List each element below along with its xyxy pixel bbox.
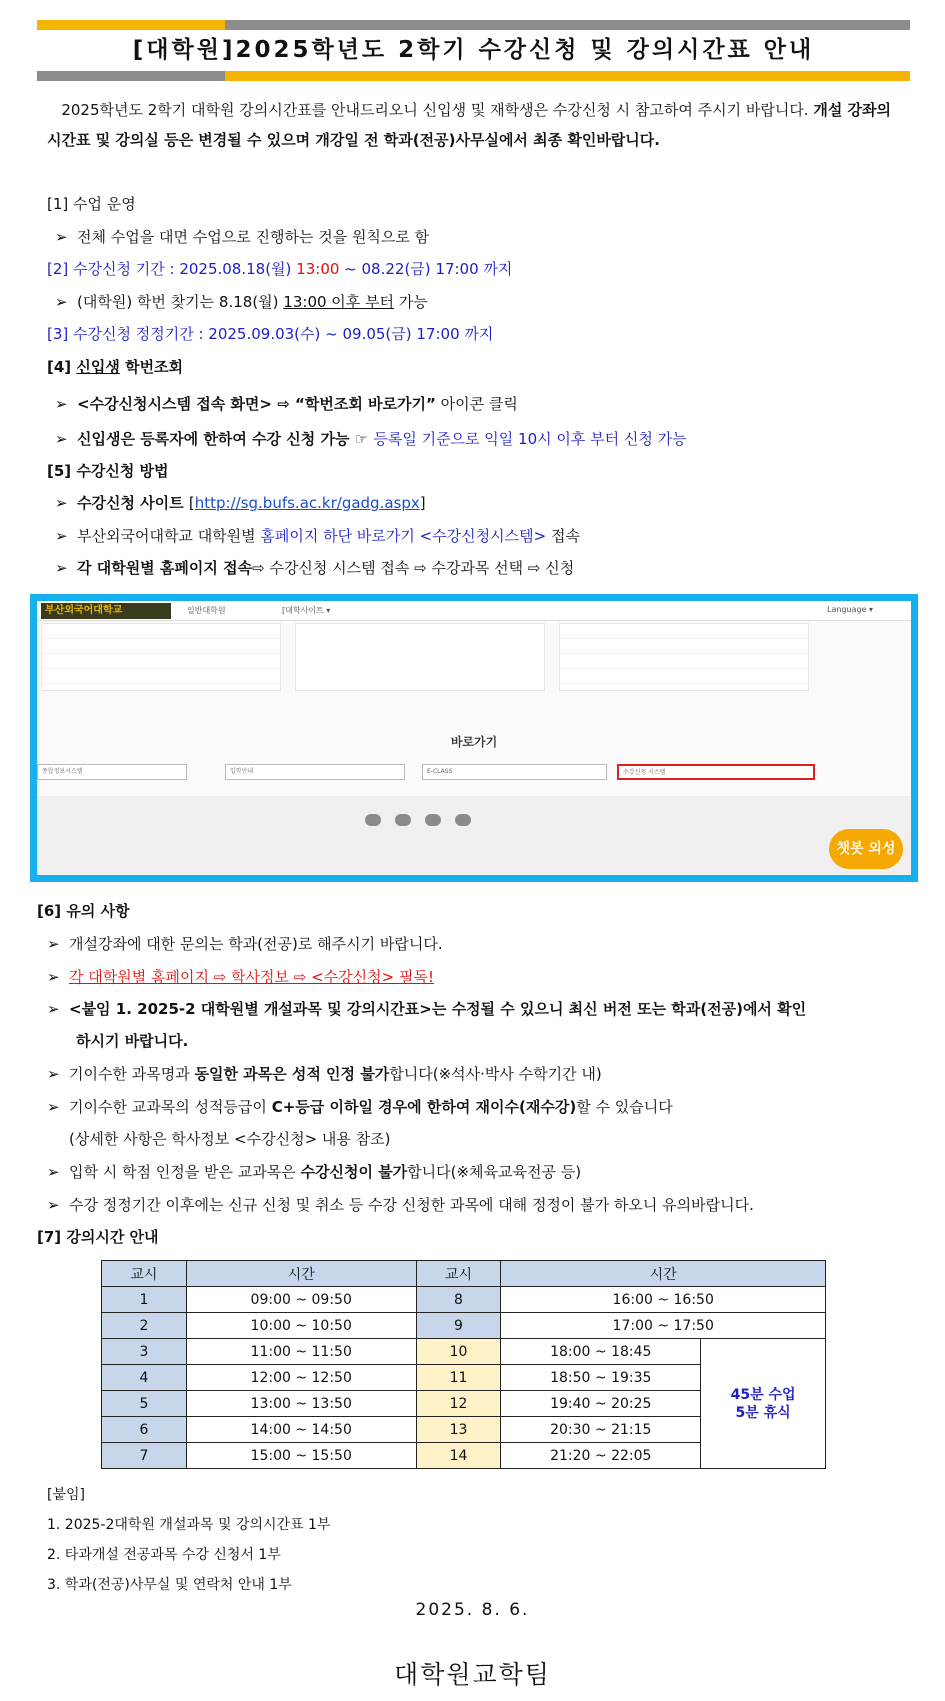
period-cell: 4	[102, 1365, 187, 1391]
time-cell: 18:50 ~ 19:35	[501, 1365, 701, 1391]
quick-link-1: 종합정보시스템	[37, 764, 187, 780]
time-cell: 10:00 ~ 10:50	[186, 1313, 416, 1339]
s6-item2	[47, 966, 915, 988]
s5-item1	[55, 492, 915, 514]
period-cell: 6	[102, 1417, 187, 1443]
col-period: 교시	[416, 1261, 501, 1287]
s6-item7-text: 수강 정정기간 이후에는 신규 신청 및 취소 등 수강 신청한 과목에 대해 정정이 불가 하오니 유의바랍니다.	[69, 1196, 754, 1214]
period-cell: 13	[416, 1417, 501, 1443]
screenshot-topbar	[37, 601, 911, 621]
s5-item3-bold: 각 대학원별 홈페이지 접속	[77, 559, 253, 577]
homepage-screenshot	[30, 594, 918, 882]
social-icon	[365, 814, 381, 826]
quick-link-3: E-CLASS	[422, 764, 607, 780]
s5-item2	[55, 525, 915, 547]
s6-item4-b: 합니다(※석사·박사 수학기간 내)	[389, 1065, 602, 1083]
title-bar-top	[37, 20, 910, 30]
screenshot-panel-right	[559, 623, 809, 691]
period-cell: 2	[102, 1313, 187, 1339]
chatbot-badge: 챗봇 외성	[829, 829, 903, 869]
time-cell: 20:30 ~ 21:15	[501, 1417, 701, 1443]
page-title: [대학원]2025학년도 2학기 수강신청 및 강의시간표 안내	[132, 37, 815, 63]
s5-bracket-open: [	[188, 494, 195, 512]
s6-item6-a: 입학 시 학점 인정을 받은 교과목은	[69, 1163, 301, 1181]
s7-heading: [7] 강의시간 안내	[37, 1228, 159, 1246]
s2-item-a: (대학원) 학번 찾기는 8.18(월)	[77, 293, 284, 311]
s6-item6-bold: 수강신청이 불가	[300, 1163, 408, 1181]
s5-item2-a: 부산외국어대학교 대학원별	[77, 527, 261, 545]
table-row	[102, 1313, 826, 1339]
arrow-icon: ➢	[47, 1098, 60, 1116]
s4-item1-rest: 아이콘 클릭	[435, 395, 518, 413]
time-cell: 16:00 ~ 16:50	[501, 1287, 826, 1313]
period-cell: 9	[416, 1313, 501, 1339]
screenshot-nav-2: [대학사이트 ▾	[282, 606, 331, 615]
attachment-item: 3. 학과(전공)사무실 및 연락처 안내 1부	[47, 1577, 292, 1593]
s1-heading: [1] 수업 운영	[47, 195, 136, 213]
col-time: 시간	[186, 1261, 416, 1287]
time-cell: 09:00 ~ 09:50	[186, 1287, 416, 1313]
s2-item-underlined: 13:00 이후 부터	[283, 293, 395, 311]
screenshot-nav-1: 일반대학원	[187, 606, 226, 615]
arrow-icon: ➢	[47, 968, 60, 986]
s5-item1-bold: 수강신청 사이트	[77, 494, 189, 512]
s6-item5-note: (상세한 사항은 학사정보 <수강신청> 내용 참조)	[69, 1130, 391, 1148]
period-cell: 1	[102, 1287, 187, 1313]
period-cell: 3	[102, 1339, 187, 1365]
note-line-1: 45분 수업	[730, 1386, 796, 1403]
attachments-heading: [붙임]	[47, 1487, 85, 1503]
s5-item2-blue: 홈페이지 하단 바로가기 <수강신청시스템>	[260, 527, 547, 545]
table-row	[102, 1287, 826, 1313]
s5-bracket-close: ]	[419, 494, 426, 512]
s6-item1-text: 개설강좌에 대한 문의는 학과(전공)로 해주시기 바랍니다.	[69, 935, 443, 953]
s6-item4-a: 기이수한 과목명과	[69, 1065, 195, 1083]
s6-item5-b: 할 수 있습니다	[576, 1098, 673, 1116]
s4-item1-bold: <수강신청시스템 접속 화면> ⇨ “학번조회 바로가기”	[77, 395, 436, 413]
table-header-row	[102, 1261, 826, 1287]
arrow-icon: ➢	[55, 494, 68, 512]
quick-link-2: 입학안내	[225, 764, 405, 780]
s2-heading-red: 13:00	[296, 260, 340, 278]
period-cell: 5	[102, 1391, 187, 1417]
period-cell: 7	[102, 1443, 187, 1469]
time-cell: 19:40 ~ 20:25	[501, 1391, 701, 1417]
s4-item2-blue: 등록일 기준으로 익일 10시 이후 부터 신청 가능	[373, 430, 687, 448]
period-cell: 11	[416, 1365, 501, 1391]
time-cell: 14:00 ~ 14:50	[186, 1417, 416, 1443]
attachment-item: 2. 타과개설 전공과목 수강 신청서 1부	[47, 1547, 281, 1563]
intro-paragraph	[47, 95, 907, 155]
screenshot-panel-center	[295, 623, 545, 691]
period-cell: 12	[416, 1391, 501, 1417]
issuer-signature: 대학원교학팀	[394, 1660, 551, 1689]
s2-item-b: 가능	[394, 293, 428, 311]
arrow-icon: ➢	[47, 1196, 60, 1214]
screenshot-language: Language ▾	[827, 605, 874, 614]
s4-heading-b: 학번조회	[119, 358, 184, 376]
university-logo: 부산외국어대학교	[41, 603, 171, 619]
s6-item3-line2: 하시기 바랍니다.	[76, 1032, 189, 1050]
time-cell: 17:00 ~ 17:50	[501, 1313, 826, 1339]
arrow-icon: ➢	[55, 430, 68, 448]
arrow-icon: ➢	[47, 1163, 60, 1181]
s6-item5-bold: C+등급 이하일 경우에 한하여 재이수(재수강)	[271, 1098, 577, 1116]
arrow-icon: ➢	[55, 293, 68, 311]
period-cell: 8	[416, 1287, 501, 1313]
s2-heading	[47, 258, 915, 280]
s4-heading-underlined: 신입생	[76, 358, 120, 376]
time-cell: 12:00 ~ 12:50	[186, 1365, 416, 1391]
s1-item	[55, 226, 915, 248]
arrow-icon: ➢	[47, 935, 60, 953]
table-row	[102, 1339, 826, 1365]
s6-item7	[47, 1194, 915, 1216]
course-registration-link[interactable]: http://sg.bufs.ac.kr/gadg.aspx	[194, 494, 420, 512]
s5-item3	[55, 557, 915, 579]
s2-heading-a: [2] 수강신청 기간 : 2025.08.18(월)	[47, 260, 297, 278]
s6-item3-line1: <붙임 1. 2025-2 대학원별 개설과목 및 강의시간표>는 수정될 수 있으니 최신 버전 또는 학과(전공)에서 확인	[69, 1000, 807, 1018]
intro-normal: 2025학년도 2학기 대학원 강의시간표를 안내드리오니 신입생 및 재학생은 수강신청 시 참고하여 주시기 바랍니다.	[61, 101, 814, 119]
social-icon	[425, 814, 441, 826]
s6-item4	[47, 1063, 915, 1085]
document-date: 2025. 8. 6.	[415, 1600, 530, 1620]
s4-item2-bold: 신입생은 등록자에 한하여 수강 신청 가능 ☞	[77, 430, 374, 448]
arrow-icon: ➢	[55, 228, 68, 246]
arrow-icon: ➢	[55, 395, 68, 413]
s6-item6	[47, 1161, 915, 1183]
s4-heading	[47, 356, 915, 378]
s5-heading: [5] 수강신청 방법	[47, 462, 169, 480]
s6-item4-bold: 동일한 과목은 성적 인정 불가	[194, 1065, 390, 1083]
quick-link-course-registration: 수강신청 시스템	[617, 764, 815, 780]
social-icon	[395, 814, 411, 826]
intro-bold: 개설 강좌의 시간표 및 강의실 등은 변경될 수 있으며 개강일 전 학과(전공)사무실에서 최종 확인바랍니다.	[47, 101, 892, 149]
screenshot-panel-left	[41, 623, 281, 691]
lecture-time-table	[101, 1260, 826, 1469]
period-cell: 14	[416, 1443, 501, 1469]
time-cell: 18:00 ~ 18:45	[501, 1339, 701, 1365]
screenshot-quick-title: 바로가기	[450, 735, 498, 749]
s4-item2	[55, 428, 915, 450]
s2-item	[55, 291, 915, 313]
s4-heading-a: [4]	[47, 358, 77, 376]
attachment-item: 1. 2025-2대학원 개설과목 및 강의시간표 1부	[47, 1517, 331, 1533]
s5-item2-b: 접속	[546, 527, 580, 545]
col-time: 시간	[501, 1261, 826, 1287]
arrow-icon: ➢	[55, 559, 68, 577]
s6-item5	[47, 1096, 915, 1118]
arrow-icon: ➢	[47, 1065, 60, 1083]
screenshot-footer	[37, 796, 911, 876]
period-cell: 10	[416, 1339, 501, 1365]
time-cell: 11:00 ~ 11:50	[186, 1339, 416, 1365]
arrow-icon: ➢	[55, 527, 68, 545]
s6-item1	[47, 933, 915, 955]
s6-heading: [6] 유의 사항	[37, 902, 130, 920]
evening-class-note	[701, 1339, 826, 1469]
time-cell: 13:00 ~ 13:50	[186, 1391, 416, 1417]
s6-item5-a: 기이수한 교과목의 성적등급이	[69, 1098, 272, 1116]
time-cell: 21:20 ~ 22:05	[501, 1443, 701, 1469]
s4-item1	[55, 393, 915, 415]
arrow-icon: ➢	[47, 1000, 60, 1018]
s2-heading-b: ~ 08.22(금) 17:00 까지	[339, 260, 513, 278]
s1-item-text: 전체 수업을 대면 수업으로 진행하는 것을 원칙으로 함	[77, 228, 430, 246]
s6-item3	[47, 998, 915, 1020]
s5-item3-rest: ⇨ 수강신청 시스템 접속 ⇨ 수강과목 선택 ⇨ 신청	[252, 559, 575, 577]
note-line-2: 5분 휴식	[735, 1404, 791, 1421]
social-icon	[455, 814, 471, 826]
s6-item6-b: 합니다(※체육교육전공 등)	[407, 1163, 582, 1181]
s3-heading: [3] 수강신청 정정기간 : 2025.09.03(수) ~ 09.05(금) 17:00 까지	[47, 325, 494, 343]
s6-item2-text: 각 대학원별 홈페이지 ⇨ 학사정보 ⇨ <수강신청> 필독!	[69, 968, 434, 986]
title-bar-bottom	[37, 71, 910, 81]
time-cell: 15:00 ~ 15:50	[186, 1443, 416, 1469]
col-period: 교시	[102, 1261, 187, 1287]
